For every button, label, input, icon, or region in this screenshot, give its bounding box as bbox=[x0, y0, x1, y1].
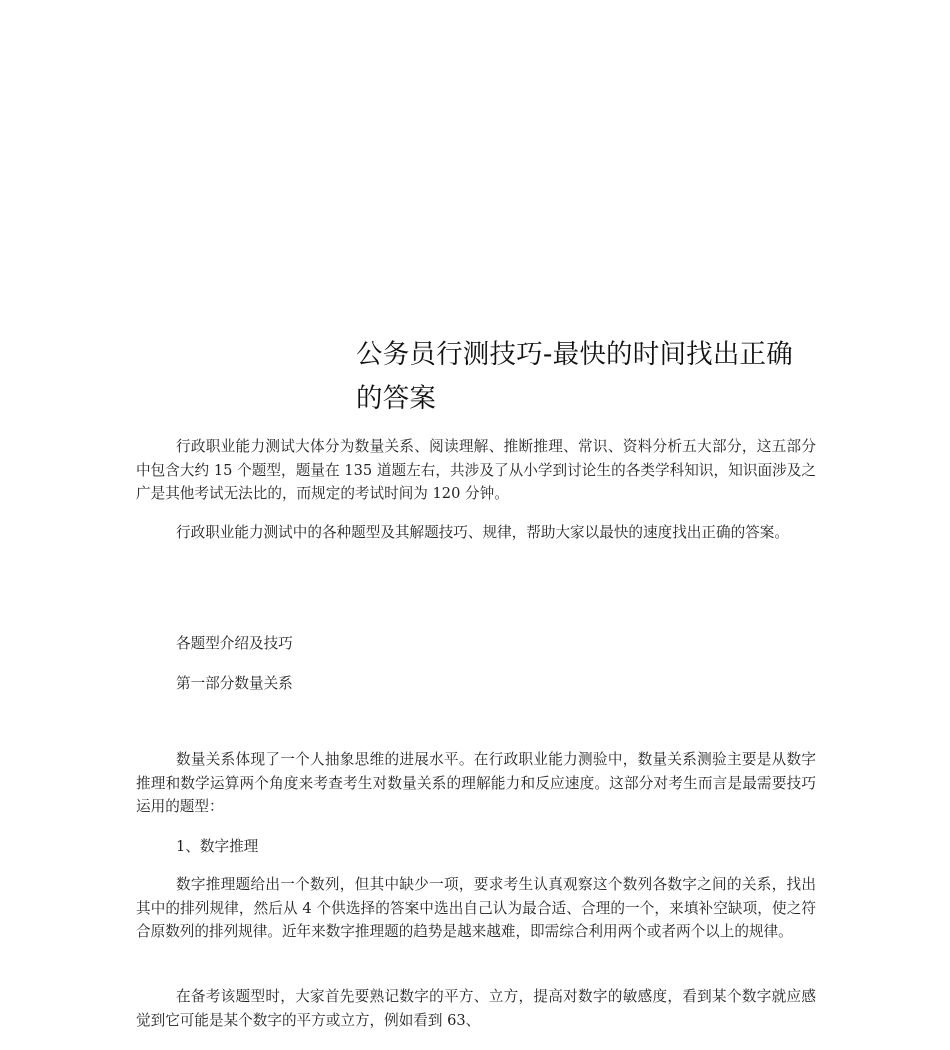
document-title: 公务员行测技巧-最快的时间找出正确的答案 bbox=[356, 339, 793, 414]
preparation-paragraph: 在备考该题型时，大家首先要熟记数字的平方、立方，提高对数字的敏感度，看到某个数字就应感觉到它可能是某个数字的平方或立方，例如看到 63、 bbox=[136, 988, 816, 1029]
section-heading-question-types: 各题型介绍及技巧 bbox=[176, 635, 293, 652]
section-heading-part-one: 第一部分数量关系 bbox=[176, 675, 293, 692]
quantitative-relations-paragraph: 数量关系体现了一个人抽象思维的进展水平。在行政职业能力测验中，数量关系测验主要是从数字推理和数学运算两个角度来考查考生对数量关系的理解能力和反应速度。这部分对考生而言是最需要技巧运用的题型： bbox=[136, 751, 816, 815]
intro-paragraph: 行政职业能力测试大体分为数量关系、阅读理解、推断推理、常识、资料分析五大部分，这五部分中包含大约 15 个题型，题量在 135 道题左右，共涉及了从小学到讨论生的各类学科知识，知识面涉及之广是其他考试无法比的，而规定的考试时间为 120 分钟。 bbox=[136, 438, 816, 502]
subsection-heading-number-reasoning: 1、数字推理 bbox=[176, 838, 259, 855]
purpose-paragraph: 行政职业能力测试中的各种题型及其解题技巧、规律，帮助大家以最快的速度找出正确的答案。 bbox=[176, 524, 789, 541]
number-reasoning-paragraph: 数字推理题给出一个数列，但其中缺少一项，要求考生认真观察这个数列各数字之间的关系，找出其中的排列规律，然后从 4 个供选择的答案中选出自己认为最合适、合理的一个，来填补空缺项，使之符合原数列的排列规律。近年来数字推理题的趋势是越来越难，即需综合利用两个或者两个以上的规律。 bbox=[136, 876, 816, 940]
